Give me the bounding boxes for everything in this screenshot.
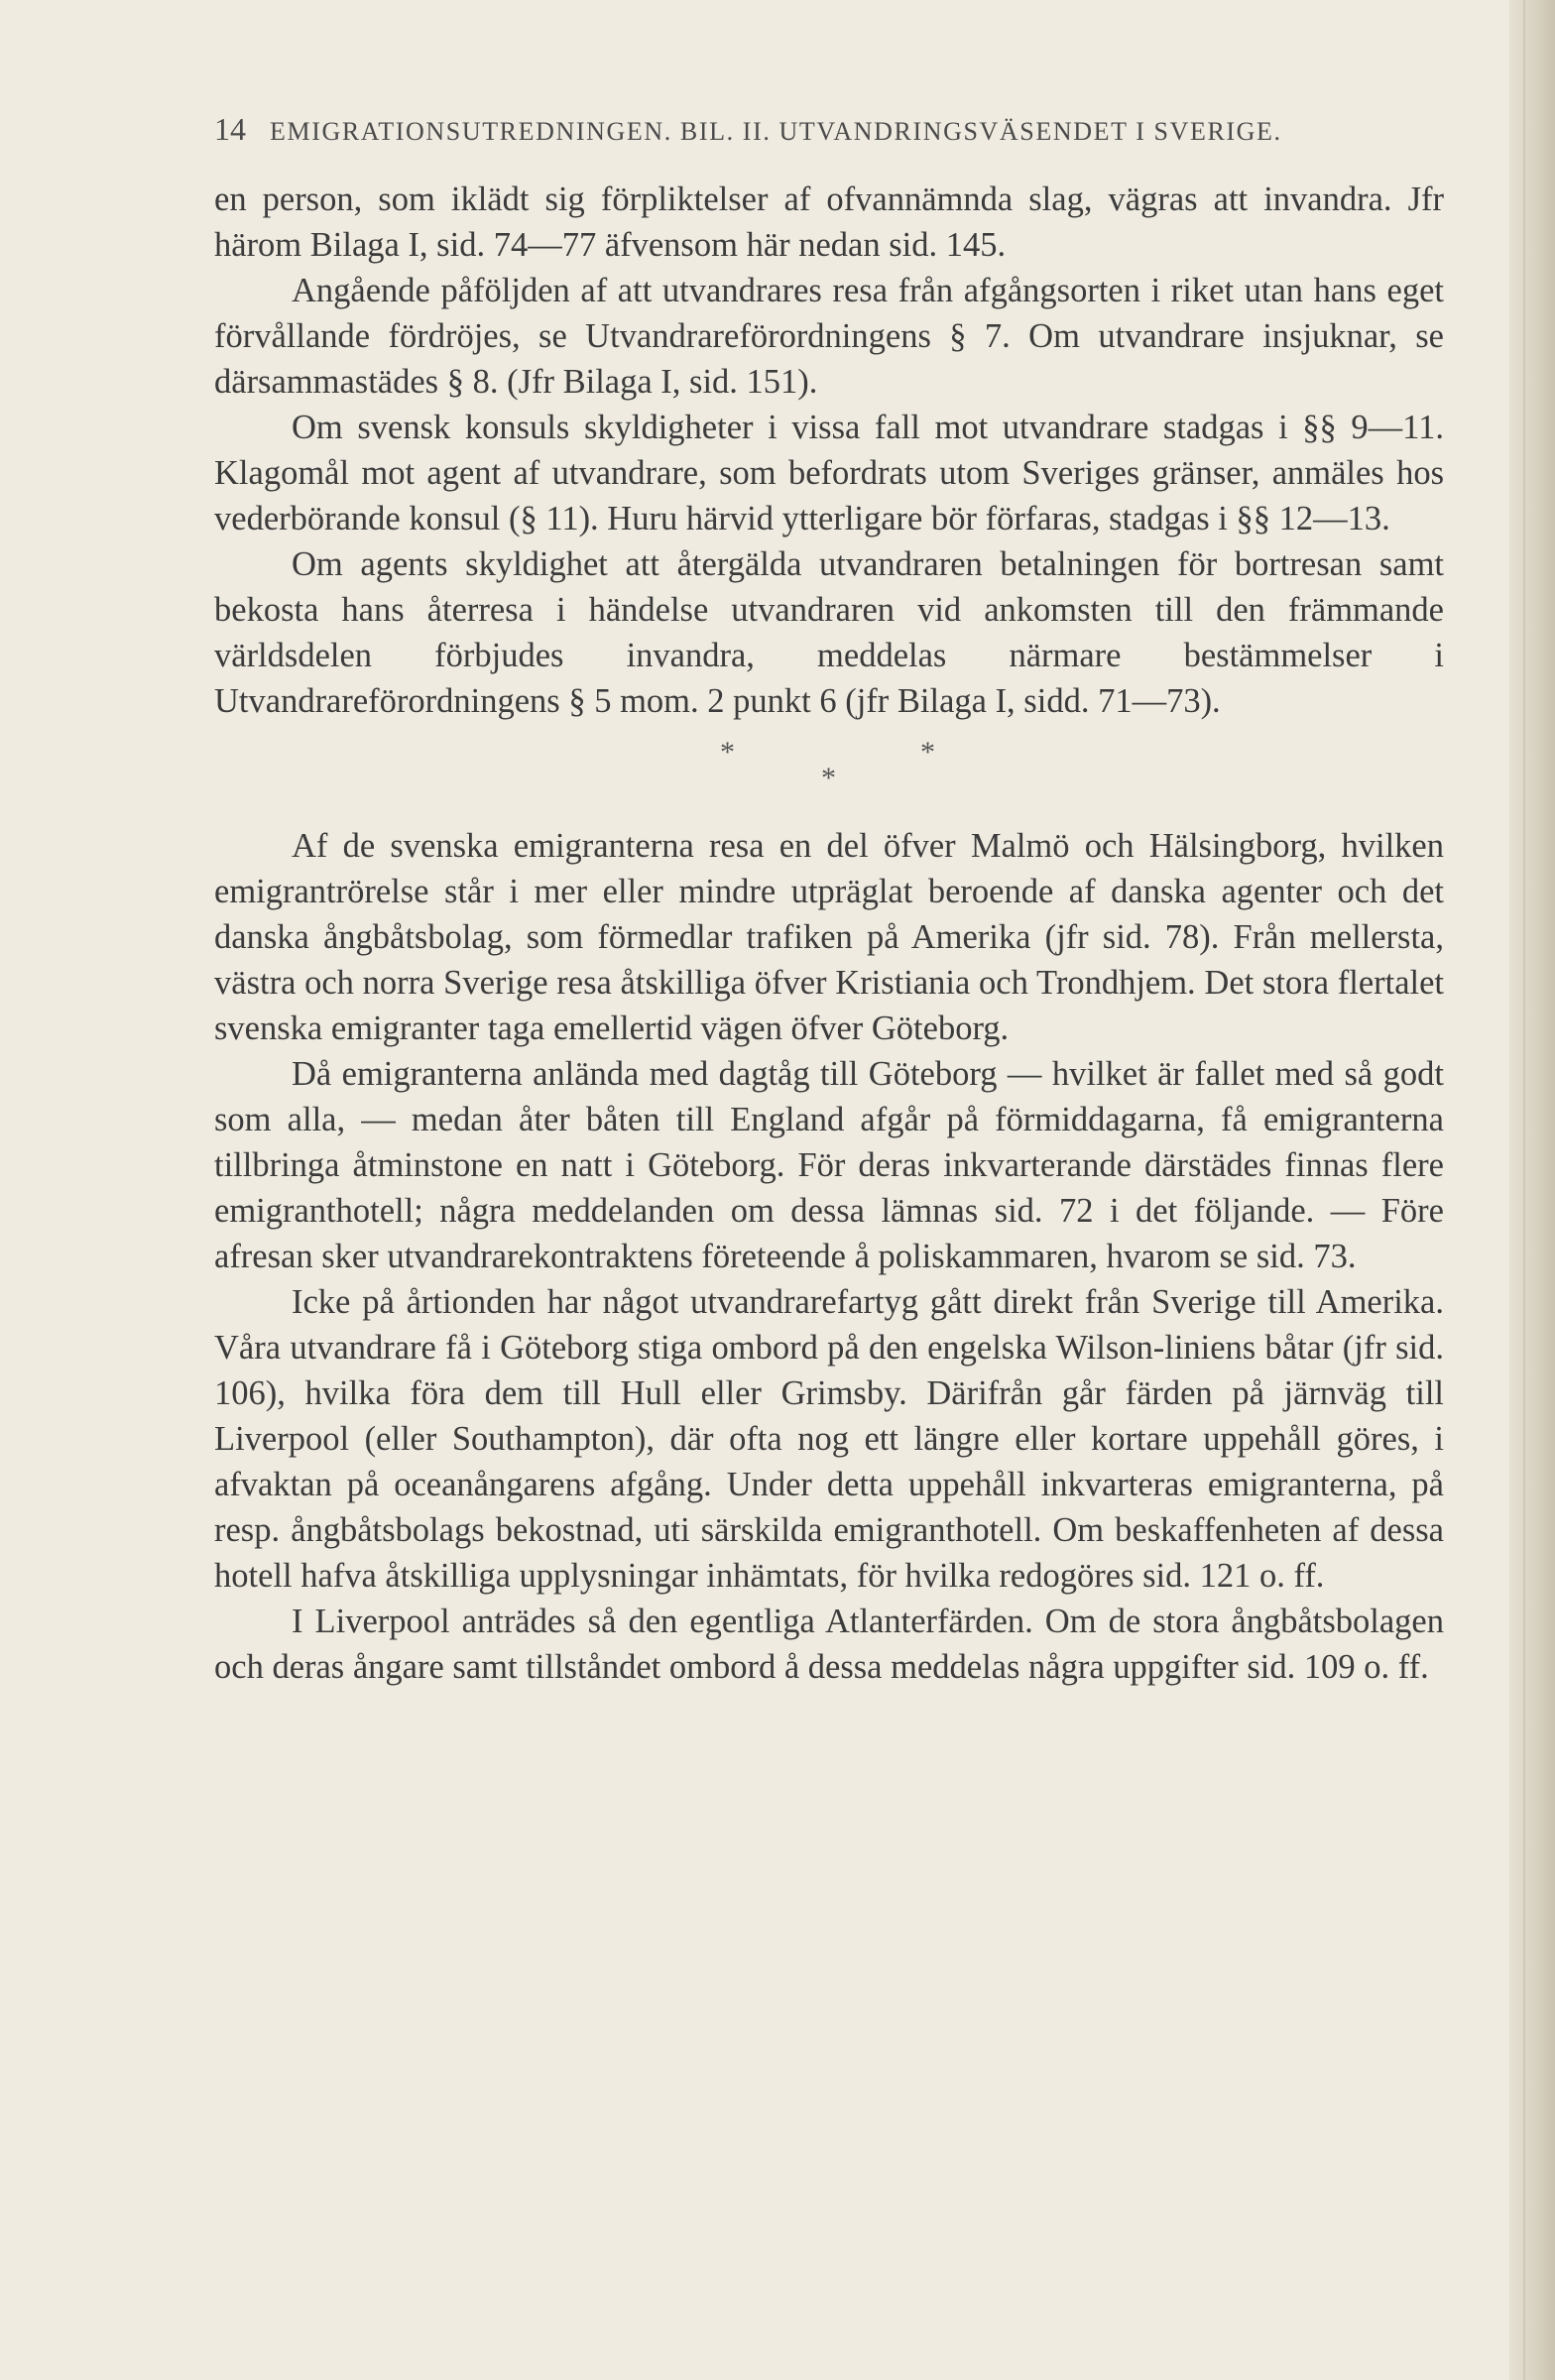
asterisk: * [920, 736, 935, 769]
page-number: 14 [214, 111, 246, 147]
paragraph: I Liverpool anträdes så den egentliga Atlanterfärden. Om de stora ångbåtsbolagen och deras ångare samt tillståndet ombord å dessa meddelas några uppgifter sid. 109 o. ff. [214, 1603, 1444, 1686]
running-header [214, 111, 1444, 148]
asterisk: * [720, 736, 735, 769]
paragraph: Om svensk konsuls skyldigheter i vissa fall mot utvandrare stadgas i §§ 9—11. Klagomål mot agent af utvandrare, som befordrats utom Sveriges gränser, anmäles hos vederbörande konsul (§ 11). Huru härvid ytterligare bör förfaras, stadgas i §§ 12—13. [214, 409, 1444, 537]
paragraph: Angående påföljden af att utvandrares resa från afgångsorten i riket utan hans eget förvållande fördröjes, se Utvandrareförordningens § 7. Om utvandrare insjuknar, se därsammastädes § 8. (Jfr Bilaga I, sid. 151). [214, 272, 1444, 401]
paragraph: Icke på årtionden har något utvandrarefartyg gått direkt från Sverige till Amerika. Våra utvandrare få i Göteborg stiga ombord på den engelska Wilson-liniens båtar (jfr sid. 106), hvilka föra dem till Hull eller Grimsby. Därifrån går färden på järnväg till Liverpool (eller Southampton), där ofta nog ett längre eller kortare uppehåll göres, i afvaktan på oceanångarens afgång. Under detta uppehåll inkvarteras emigranterna, på resp. ångbåtsbolags bekostnad, uti särskilda emigranthotell. Om beskaffenheten af dessa hotell hafva åtskilliga upplysningar inhämtats, för hvilka redogöres sid. 121 o. ff. [214, 1283, 1444, 1595]
running-title: EMIGRATIONSUTREDNINGEN. BIL. II. UTVANDRINGSVÄSENDET I SVERIGE. [270, 117, 1282, 146]
page-edge [1509, 0, 1555, 2380]
paragraph: Om agents skyldighet att återgälda utvandraren betalningen för bortresan samt bekosta hans återresa i händelse utvandraren vid ankomsten till den främmande världsdelen förbjudes invandra, meddelas närmare bestämmelser i Utvandrareförordningens § 5 mom. 2 punkt 6 (jfr Bilaga I, sidd. 71—73). [214, 545, 1444, 720]
section-separator [214, 730, 1444, 809]
body-text [214, 177, 1444, 1690]
paragraph: Då emigranterna anlända med dagtåg till Göteborg — hvilket är fallet med så godt som alla, — medan åter båten till England afgår på förmiddagarna, få emigranterna tillbringa åtminstone en natt i Göteborg. För deras inkvarterande därstädes finnas flere emigranthotell; några meddelanden om dessa lämnas sid. 72 i det följande. — Före afresan sker utvandrarekontraktens företeende å poliskammaren, hvarom se sid. 73. [214, 1055, 1444, 1275]
asterisk: * [821, 762, 836, 794]
paragraph: en person, som iklädt sig förpliktelser af ofvannämnda slag, vägras att invandra. Jfr härom Bilaga I, sid. 74—77 äfvensom här nedan sid. 145. [214, 180, 1444, 264]
paragraph: Af de svenska emigranterna resa en del öfver Malmö och Hälsingborg, hvilken emigrantrörelse står i mer eller mindre utpräglat beroende af danska agenter och det danska ångbåtsbolag, som förmedlar trafiken på Amerika (jfr sid. 78). Från mellersta, västra och norra Sverige resa åtskilliga öfver Kristiania och Trondhjem. Det stora flertalet svenska emigranter taga emellertid vägen öfver Göteborg. [214, 827, 1444, 1047]
